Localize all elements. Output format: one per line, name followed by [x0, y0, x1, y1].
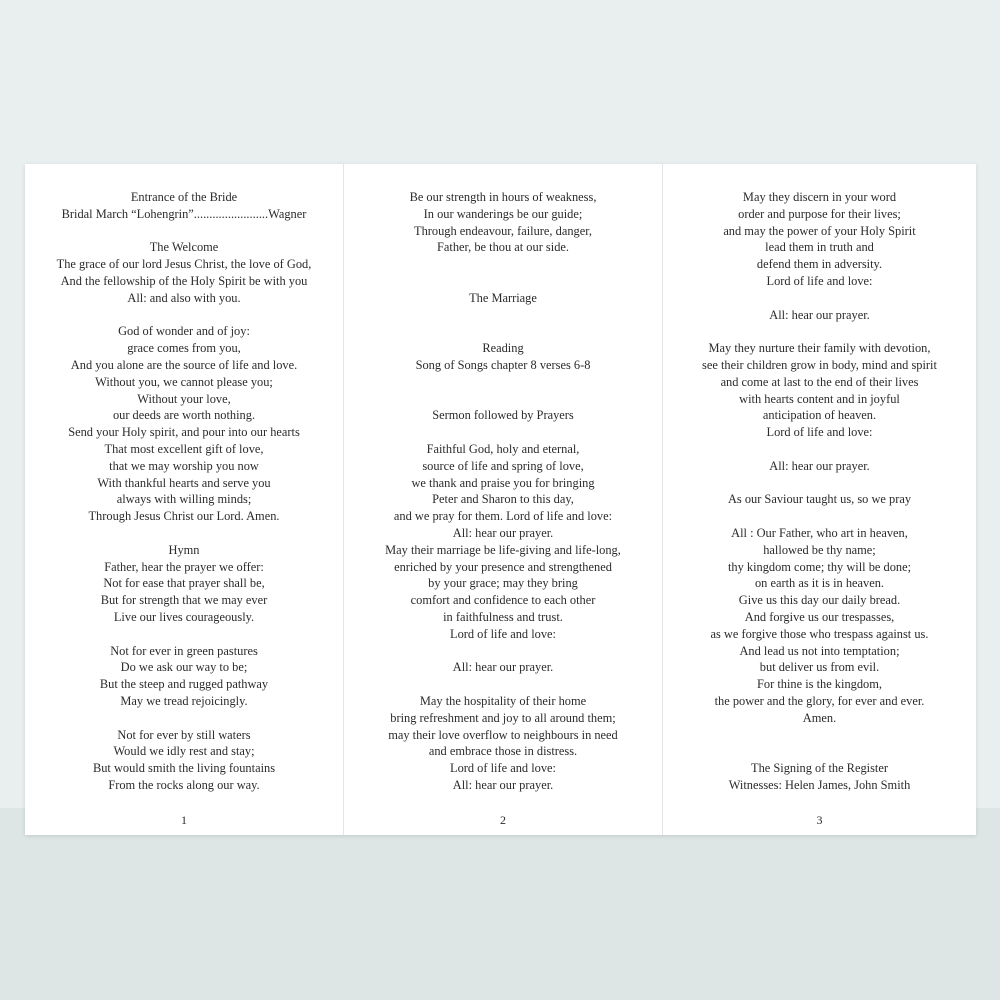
text-line: in faithfulness and trust.	[443, 609, 563, 624]
page-number-2: 2	[500, 813, 506, 827]
text-line: Not for ever by still waters	[117, 727, 251, 742]
background-lower-band	[0, 808, 1000, 1000]
text-line: In our wanderings be our guide;	[423, 206, 583, 221]
blank-line	[25, 307, 343, 324]
text-line: And you alone are the source of life and love.	[70, 357, 298, 372]
text-line: With thankful hearts and serve you	[97, 475, 271, 490]
text-line: our deeds are worth nothing.	[112, 408, 256, 423]
text-line: Would we idly rest and stay;	[113, 744, 255, 759]
text-line: grace comes from you,	[127, 341, 241, 356]
blank-line	[25, 710, 343, 727]
text-line: Not for ever in green pastures	[110, 643, 258, 658]
text-line: Through endeavour, failure, danger,	[414, 223, 592, 238]
order-of-service-sheet	[25, 164, 976, 835]
blank-line	[344, 643, 662, 660]
text-line: and come at last to the end of their lives	[720, 374, 919, 389]
text-line: anticipation of heaven.	[762, 408, 877, 423]
page-2-text	[344, 189, 662, 794]
text-line: May we tread rejoicingly.	[120, 693, 248, 708]
blank-line	[344, 391, 662, 408]
text-line: All: hear our prayer.	[452, 660, 554, 675]
text-line: that we may worship you now	[109, 458, 259, 473]
text-line: All: hear our prayer.	[769, 458, 870, 473]
text-line: Lord of life and love:	[450, 626, 556, 641]
text-line: The Marriage	[469, 290, 537, 305]
blank-line	[663, 727, 976, 744]
text-line: May they nurture their family with devotion,	[708, 341, 931, 356]
text-line: Through Jesus Christ our Lord. Amen.	[88, 509, 280, 524]
blank-line	[344, 256, 662, 273]
blank-line	[344, 307, 662, 324]
text-line: That most excellent gift of love,	[104, 441, 264, 456]
page-number-1: 1	[181, 813, 187, 827]
text-line: hallowed be thy name;	[763, 542, 876, 557]
page-panel-1	[25, 164, 343, 835]
text-line: and we pray for them. Lord of life and love:	[393, 509, 613, 524]
text-line: Witnesses: Helen James, John Smith	[728, 777, 911, 792]
blank-line	[344, 273, 662, 290]
text-line: Send your Holy spirit, and pour into our hearts	[68, 425, 300, 440]
text-line: enriched by your presence and strengthened	[394, 559, 612, 574]
text-line: always with willing minds;	[116, 492, 252, 507]
text-line: And forgive us our trespasses,	[744, 609, 895, 624]
page-number-3: 3	[816, 813, 823, 827]
text-line: order and purpose for their lives;	[738, 206, 901, 221]
blank-line	[663, 475, 976, 492]
text-line: we thank and praise you for bringing	[411, 475, 595, 490]
text-line: defend them in adversity.	[756, 257, 883, 272]
text-line: But for strength that we may ever	[100, 593, 268, 608]
blank-line	[663, 290, 976, 307]
page-3-text	[663, 189, 976, 794]
blank-line	[344, 676, 662, 693]
blank-line	[663, 508, 976, 525]
blank-line	[344, 323, 662, 340]
text-line: As our Saviour taught us, so we pray	[727, 492, 912, 507]
text-line: The Welcome	[149, 240, 219, 255]
blank-line	[25, 626, 343, 643]
text-line: From the rocks along our way.	[108, 777, 260, 792]
text-line: All: hear our prayer.	[769, 307, 870, 322]
text-line: All: hear our prayer.	[452, 525, 554, 540]
text-line: And lead us not into temptation;	[739, 643, 900, 658]
text-line: But would smith the living fountains	[92, 761, 276, 776]
text-line: but deliver us from evil.	[759, 660, 880, 675]
text-line: lead them in truth and	[765, 240, 874, 255]
text-line: bring refreshment and joy to all around them;	[390, 710, 616, 725]
text-line: May the hospitality of their home	[419, 693, 587, 708]
text-line: The grace of our lord Jesus Christ, the love of God,	[56, 257, 312, 272]
text-line: Father, be thou at our side.	[437, 240, 569, 255]
blank-line	[663, 441, 976, 458]
text-line: The Signing of the Register	[751, 761, 888, 776]
page-1-text	[25, 189, 343, 794]
text-line: Give us this day our daily bread.	[738, 593, 901, 608]
page-panel-2	[343, 164, 662, 835]
page-panel-3	[662, 164, 976, 835]
text-line: All: hear our prayer.	[452, 777, 554, 792]
text-line: Lord of life and love:	[450, 761, 556, 776]
text-line: Amen.	[802, 710, 837, 725]
text-line: All: and also with you.	[127, 290, 241, 305]
text-line: thy kingdom come; thy will be done;	[727, 559, 912, 574]
text-line: Sermon followed by Prayers	[432, 408, 574, 423]
text-line: Bridal March “Lohengrin”........................Wagner	[61, 206, 307, 221]
text-line: Do we ask our way to be;	[120, 660, 248, 675]
blank-line	[344, 424, 662, 441]
text-line: comfort and confidence to each other	[410, 593, 596, 608]
text-line: the power and the glory, for ever and ever.	[714, 693, 925, 708]
text-line: see their children grow in body, mind and spirit	[702, 357, 937, 372]
text-line: Father, hear the prayer we offer:	[104, 559, 264, 574]
text-line: And the fellowship of the Holy Spirit be with you	[60, 273, 308, 288]
text-line: May they discern in your word	[742, 190, 897, 204]
blank-line	[663, 743, 976, 760]
text-line: Not for ease that prayer shall be,	[103, 576, 265, 591]
text-line: Lord of life and love:	[766, 425, 873, 440]
text-line: on earth as it is in heaven.	[754, 576, 885, 591]
text-line: Peter and Sharon to this day,	[432, 492, 574, 507]
text-line: Hymn	[168, 542, 200, 557]
text-line: All : Our Father, who art in heaven,	[731, 525, 908, 540]
text-line: and may the power of your Holy Spirit	[723, 223, 916, 238]
blank-line	[25, 525, 343, 542]
text-line: Entrance of the Bride	[130, 190, 238, 204]
text-line: Without your love,	[137, 391, 231, 406]
text-line: with hearts content and in joyful	[739, 391, 900, 406]
text-line: God of wonder and of joy:	[118, 324, 250, 339]
text-line: For thine is the kingdom,	[757, 677, 882, 692]
text-line: Without you, we cannot please you;	[95, 374, 273, 389]
text-line: Faithful God, holy and eternal,	[426, 441, 580, 456]
text-line: Song of Songs chapter 8 verses 6-8	[415, 357, 591, 372]
text-line: may their love overflow to neighbours in need	[388, 727, 618, 742]
text-line: Live our lives courageously.	[113, 609, 255, 624]
text-line: by your grace; may they bring	[428, 576, 578, 591]
blank-line	[663, 323, 976, 340]
text-line: source of life and spring of love,	[422, 458, 584, 473]
blank-line	[344, 374, 662, 391]
text-line: and embrace those in distress.	[428, 744, 578, 759]
text-line: But the steep and rugged pathway	[99, 677, 269, 692]
text-line: Reading	[482, 341, 524, 356]
blank-line	[25, 223, 343, 240]
text-line: Lord of life and love:	[766, 273, 873, 288]
text-line: Be our strength in hours of weakness,	[409, 190, 597, 204]
text-line: as we forgive those who trespass against us.	[710, 626, 929, 641]
text-line: May their marriage be life-giving and life-long,	[385, 542, 621, 557]
